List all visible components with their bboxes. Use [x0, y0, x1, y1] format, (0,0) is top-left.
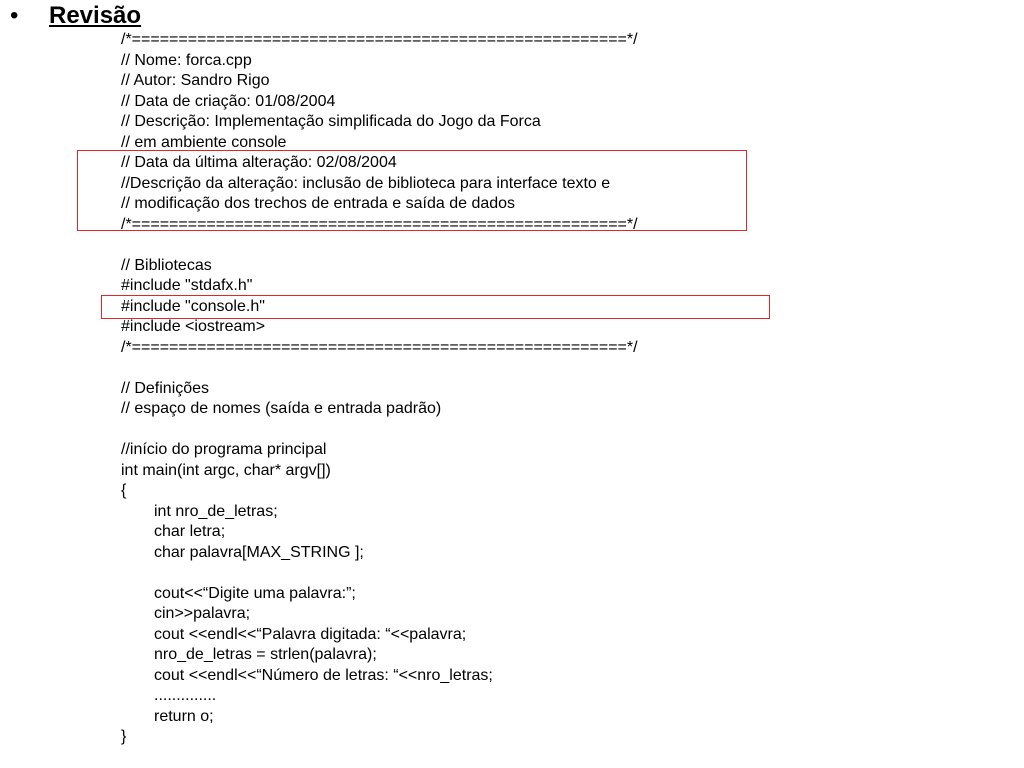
code-blank-line	[121, 563, 638, 584]
code-line: int main(int argc, char* argv[])	[121, 461, 331, 479]
code-line: #include "console.h"	[121, 297, 265, 315]
highlight-box-include	[101, 295, 770, 319]
code-line: {	[121, 482, 127, 499]
code-line: /*=====================================================*/	[121, 31, 638, 48]
code-line: int nro_de_letras;	[154, 502, 278, 520]
code-line: // espaço de nomes (saída e entrada padrão)	[121, 400, 442, 417]
code-line: cout <<endl<<“Número de letras: “<<nro_letras;	[154, 666, 493, 684]
code-line: // Autor: Sandro Rigo	[121, 72, 270, 89]
code-line: cout<<“Digite uma palavra:”;	[154, 584, 356, 602]
code-line: // Data de criação: 01/08/2004	[121, 92, 336, 110]
code-line: nro_de_letras = strlen(palavra);	[154, 646, 377, 663]
code-line: // Nome: forca.cpp	[121, 51, 252, 69]
code-line: return o;	[154, 707, 214, 725]
heading-bullet: •	[10, 2, 19, 29]
code-line: /*=====================================================*/	[121, 338, 638, 356]
code-blank-line	[121, 420, 638, 441]
code-line: }	[121, 728, 127, 745]
code-blank-line	[121, 235, 638, 256]
code-line: // Data da última alteração: 02/08/2004	[121, 154, 397, 171]
code-line: // Bibliotecas	[121, 256, 212, 274]
code-line: // modificação dos trechos de entrada e saída de dados	[121, 195, 516, 212]
code-listing	[121, 30, 638, 748]
code-line: char palavra[MAX_STRING ];	[154, 543, 364, 561]
highlight-box-alteration	[77, 150, 747, 231]
code-line: #include <iostream>	[121, 318, 266, 335]
code-line: #include "stdafx.h"	[121, 277, 253, 294]
code-line: // Definições	[121, 379, 210, 397]
code-line: // Descrição: Implementação simplificada do Jogo da Forca	[121, 113, 541, 130]
code-line: // em ambiente console	[121, 133, 287, 151]
code-line: //Descrição da alteração: inclusão de biblioteca para interface texto e	[121, 174, 611, 192]
code-line: /*=====================================================*/	[121, 215, 638, 233]
code-blank-line	[121, 358, 638, 379]
code-line: cin>>palavra;	[154, 605, 251, 622]
code-line: ..............	[154, 687, 217, 704]
code-line: cout <<endl<<“Palavra digitada: “<<palavra;	[154, 625, 467, 643]
slide-title: Revisão	[49, 2, 142, 29]
code-line: char letra;	[154, 523, 226, 540]
code-line: //início do programa principal	[121, 441, 327, 458]
